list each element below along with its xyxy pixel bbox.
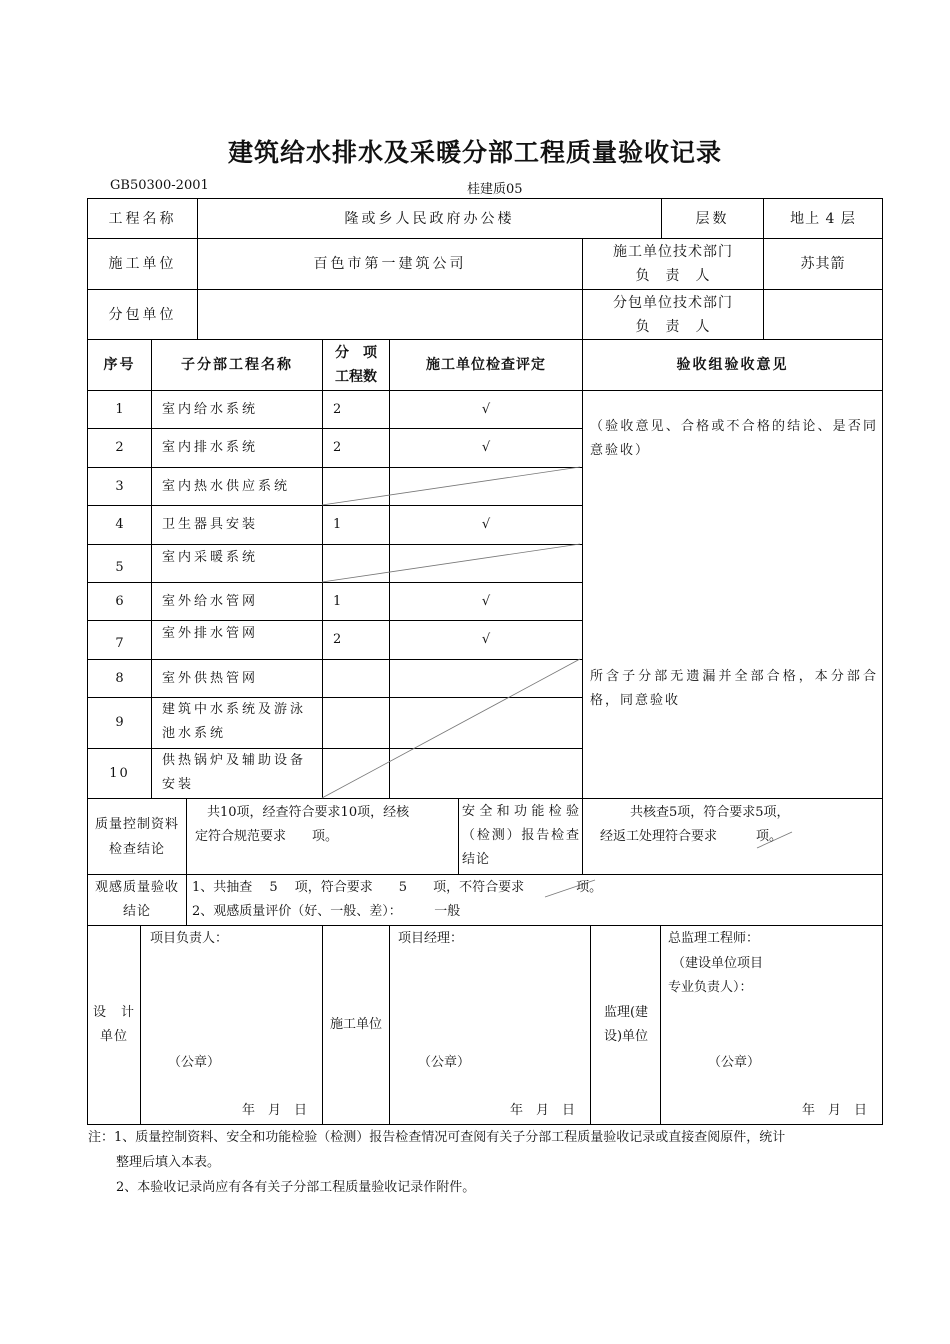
row-8-eval bbox=[390, 660, 582, 697]
construction-unit-label: 施工单位 bbox=[330, 1017, 383, 1032]
contractor-tech-label-line1: 施工单位技术部门 bbox=[613, 244, 733, 260]
row-4-seq: 4 bbox=[115, 517, 124, 532]
construction-seal: （公章） bbox=[418, 1055, 471, 1070]
row-5-count bbox=[323, 545, 389, 582]
opinion-text: 所含子分部无遗漏并全部合格，本分部合格，同意验收 bbox=[590, 669, 878, 708]
row-8-seq: 8 bbox=[115, 670, 124, 686]
sub-tech-label bbox=[583, 290, 763, 339]
contractor-value: 百色市第一建筑公司 bbox=[313, 256, 467, 272]
subcontractor-value bbox=[198, 290, 582, 339]
standard-code: GB50300-2001 bbox=[110, 178, 209, 193]
subcontractor-label: 分包单位 bbox=[108, 306, 177, 323]
form-code: 桂建质05 bbox=[467, 182, 523, 197]
row-1-eval: √ bbox=[481, 401, 491, 417]
header-eval: 施工单位检查评定 bbox=[426, 357, 546, 373]
quality-control-text bbox=[195, 800, 457, 850]
row-10-eval bbox=[390, 749, 582, 798]
row-1-seq: 1 bbox=[115, 401, 124, 417]
appearance-line-1: 1、共抽查 5 项，符合要求 5 项，不符合要求 项。 bbox=[192, 880, 603, 895]
row-1-count: 2 bbox=[333, 401, 342, 417]
safety-text-line2: 经返工处理符合要求 项。 bbox=[600, 829, 783, 844]
contractor-label: 施工单位 bbox=[108, 256, 177, 272]
contractor-tech-label bbox=[583, 239, 763, 289]
row-2-count: 2 bbox=[333, 440, 342, 455]
appearance-line-2: 2、观感质量评价（好、一般、差）： 一般 bbox=[192, 904, 461, 919]
row-7-count: 2 bbox=[333, 632, 342, 647]
row-3-seq: 3 bbox=[115, 478, 124, 494]
row-3-count bbox=[323, 468, 389, 505]
floors-label: 层数 bbox=[695, 210, 730, 227]
quality-control-text-line1: 共10项，经查符合要求10项，经核 bbox=[207, 805, 410, 820]
note-line-3: 2、本验收记录尚应有各有关子分部工程质量验收记录作附件。 bbox=[116, 1180, 476, 1195]
header-count-line1: 分 项 bbox=[335, 345, 377, 361]
note-line-1: 注：1、质量控制资料、安全和功能检验（检测）报告检查情况可查阅有关子分部工程质量验收记录或直接查阅原件，统计 bbox=[88, 1130, 786, 1145]
quality-control-label: 质量控制资料检查结论 bbox=[94, 817, 179, 857]
row-7-name: 室外排水管网 bbox=[162, 626, 259, 641]
quality-control-text-line2: 定符合规范要求 项。 bbox=[195, 829, 339, 844]
row-6-eval: √ bbox=[481, 593, 491, 609]
row-9-count bbox=[323, 698, 389, 748]
row-2-seq: 2 bbox=[115, 440, 124, 455]
row-7-eval: √ bbox=[481, 632, 491, 647]
row-8-name: 室外供热管网 bbox=[162, 670, 259, 686]
row-9-seq: 9 bbox=[115, 715, 124, 730]
header-count-line2: 工程数 bbox=[335, 369, 377, 385]
row-5-name: 室内采暖系统 bbox=[162, 550, 259, 565]
construction-person: 项目经理： bbox=[398, 931, 464, 946]
row-4-count: 1 bbox=[333, 517, 342, 532]
row-6-seq: 6 bbox=[115, 593, 124, 609]
row-4-eval: √ bbox=[481, 517, 491, 532]
contractor-tech-label-line2: 负 责 人 bbox=[635, 268, 711, 284]
row-7-seq: 7 bbox=[115, 636, 124, 651]
page-title: 建筑给水排水及采暖分部工程质量验收记录 bbox=[227, 138, 722, 167]
supervision-person-line1: 总监理工程师： bbox=[668, 931, 760, 946]
note-line-2: 整理后填入本表。 bbox=[116, 1155, 221, 1170]
safety-label: 安全和功能检验（检测）报告检查结论 bbox=[462, 804, 580, 867]
supervision-person-line3: 专业负责人）： bbox=[668, 980, 753, 995]
floors-value: 地上 4 层 bbox=[790, 210, 856, 227]
row-9-name-line1: 建筑中水系统及游泳 bbox=[162, 702, 307, 717]
sub-tech-label-line1: 分包单位技术部门 bbox=[613, 294, 733, 311]
row-6-name: 室外给水管网 bbox=[162, 593, 259, 609]
row-10-name-line2: 安装 bbox=[162, 777, 195, 792]
project-name-value: 隆或乡人民政府办公楼 bbox=[344, 210, 515, 227]
header-opinion: 验收组验收意见 bbox=[676, 357, 789, 373]
design-date: 年 月 日 bbox=[242, 1103, 308, 1118]
opinion-hint: （验收意见、合格或不合格的结论、是否同意验收） bbox=[590, 419, 878, 458]
sub-tech-label-line2: 负 责 人 bbox=[635, 318, 711, 335]
design-person: 项目负责人： bbox=[150, 931, 229, 946]
design-seal: （公章） bbox=[168, 1055, 221, 1070]
row-9-name bbox=[152, 698, 322, 748]
row-4-name: 卫生器具安装 bbox=[162, 517, 259, 532]
row-1-name: 室内给水系统 bbox=[162, 401, 259, 417]
row-3-name: 室内热水供应系统 bbox=[162, 478, 291, 494]
supervision-seal: （公章） bbox=[708, 1055, 761, 1070]
safety-text bbox=[600, 800, 880, 850]
project-name-label: 工程名称 bbox=[108, 210, 177, 227]
row-2-name: 室内排水系统 bbox=[162, 440, 259, 455]
row-5-eval bbox=[390, 545, 582, 582]
header-seq: 序号 bbox=[103, 357, 136, 373]
supervision-date: 年 月 日 bbox=[802, 1103, 868, 1118]
header-name: 子分部工程名称 bbox=[181, 357, 293, 373]
row-2-eval: √ bbox=[481, 440, 491, 455]
row-10-name bbox=[152, 749, 322, 798]
supervision-unit-label: 监理(建设)单位 bbox=[603, 1005, 649, 1044]
safety-text-line1: 共核查5项，符合要求5项， bbox=[630, 805, 790, 820]
supervision-person-line2: （建设单位项目 bbox=[672, 956, 764, 971]
construction-date: 年 月 日 bbox=[510, 1103, 576, 1118]
row-9-eval bbox=[390, 698, 582, 748]
appearance-label: 观感质量验收结论 bbox=[94, 880, 179, 919]
row-9-name-line2: 池水系统 bbox=[162, 726, 227, 741]
header-count bbox=[323, 340, 389, 390]
row-8-count bbox=[323, 660, 389, 697]
sub-tech-value bbox=[764, 290, 882, 339]
design-unit-label: 设 计单位 bbox=[92, 1005, 135, 1044]
row-6-count: 1 bbox=[333, 593, 342, 609]
row-10-count bbox=[323, 749, 389, 798]
row-5-seq: 5 bbox=[115, 559, 124, 575]
row-3-eval bbox=[390, 468, 582, 505]
contractor-tech-value: 苏其箭 bbox=[800, 256, 846, 272]
row-10-seq: 10 bbox=[109, 765, 130, 781]
row-10-name-line1: 供热锅炉及辅助设备 bbox=[162, 753, 307, 768]
